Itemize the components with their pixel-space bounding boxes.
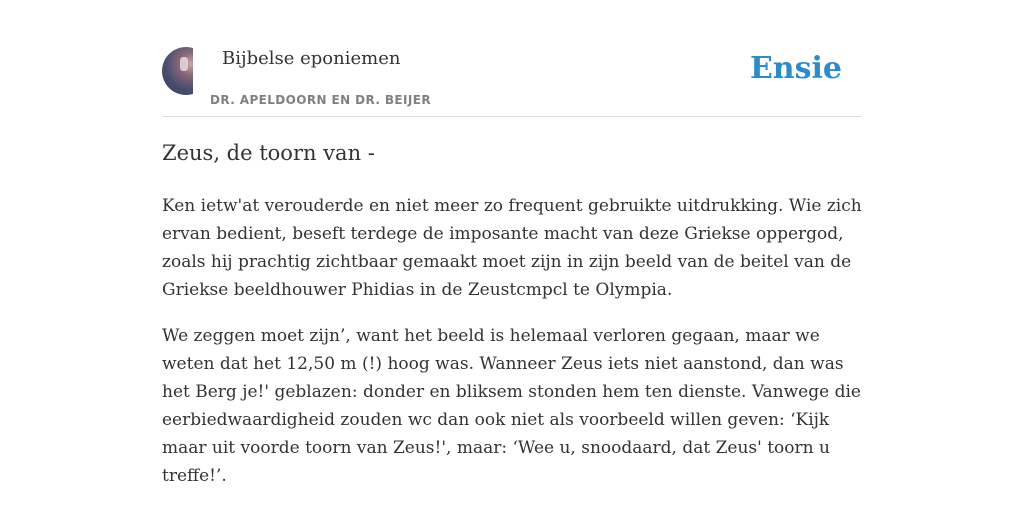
entry-title: Zeus, de toorn van - (162, 141, 375, 165)
book-cover-detail (180, 57, 188, 71)
entry-content (162, 192, 862, 508)
book-cover-avatar[interactable] (162, 47, 193, 95)
entry-paragraph: We zeggen moet zijn’, want het beeld is helemaal verloren gegaan, maar we weten dat het 12,50 m (!) hoog was. Wanneer Zeus iets niet aanstond, dan was het Berg je!' geblazen: donder en bliksem stonden hem ten dienste. Vanwege die eerbiedwaardigheid zouden wc dan ook niet als voorbeeld willen geven: ‘Kijk maar uit voorde toorn van Zeus!', maar: ‘Wee u, snoodaard, dat Zeus' toorn u treffe!’. (162, 326, 861, 486)
book-header (162, 46, 862, 117)
book-cover-image (162, 47, 193, 95)
book-authors: DR. APELDOORN EN DR. BEIJER (210, 93, 431, 107)
ensie-logo[interactable]: Ensie (749, 51, 842, 86)
entry-paragraph: Ken ietw'at verouderde en niet meer zo frequent gebruikte uitdrukking. Wie zich ervan bedient, beseft terdege de imposante macht van deze Griekse oppergod, zoals hij prachtig zichtbaar gemaakt moet zijn in zijn beeld van de beitel van de Griekse beeldhouwer Phidias in de Zeustcmpcl te Olympia. (162, 196, 862, 300)
book-title-link[interactable]: Bijbelse eponiemen (222, 48, 401, 69)
